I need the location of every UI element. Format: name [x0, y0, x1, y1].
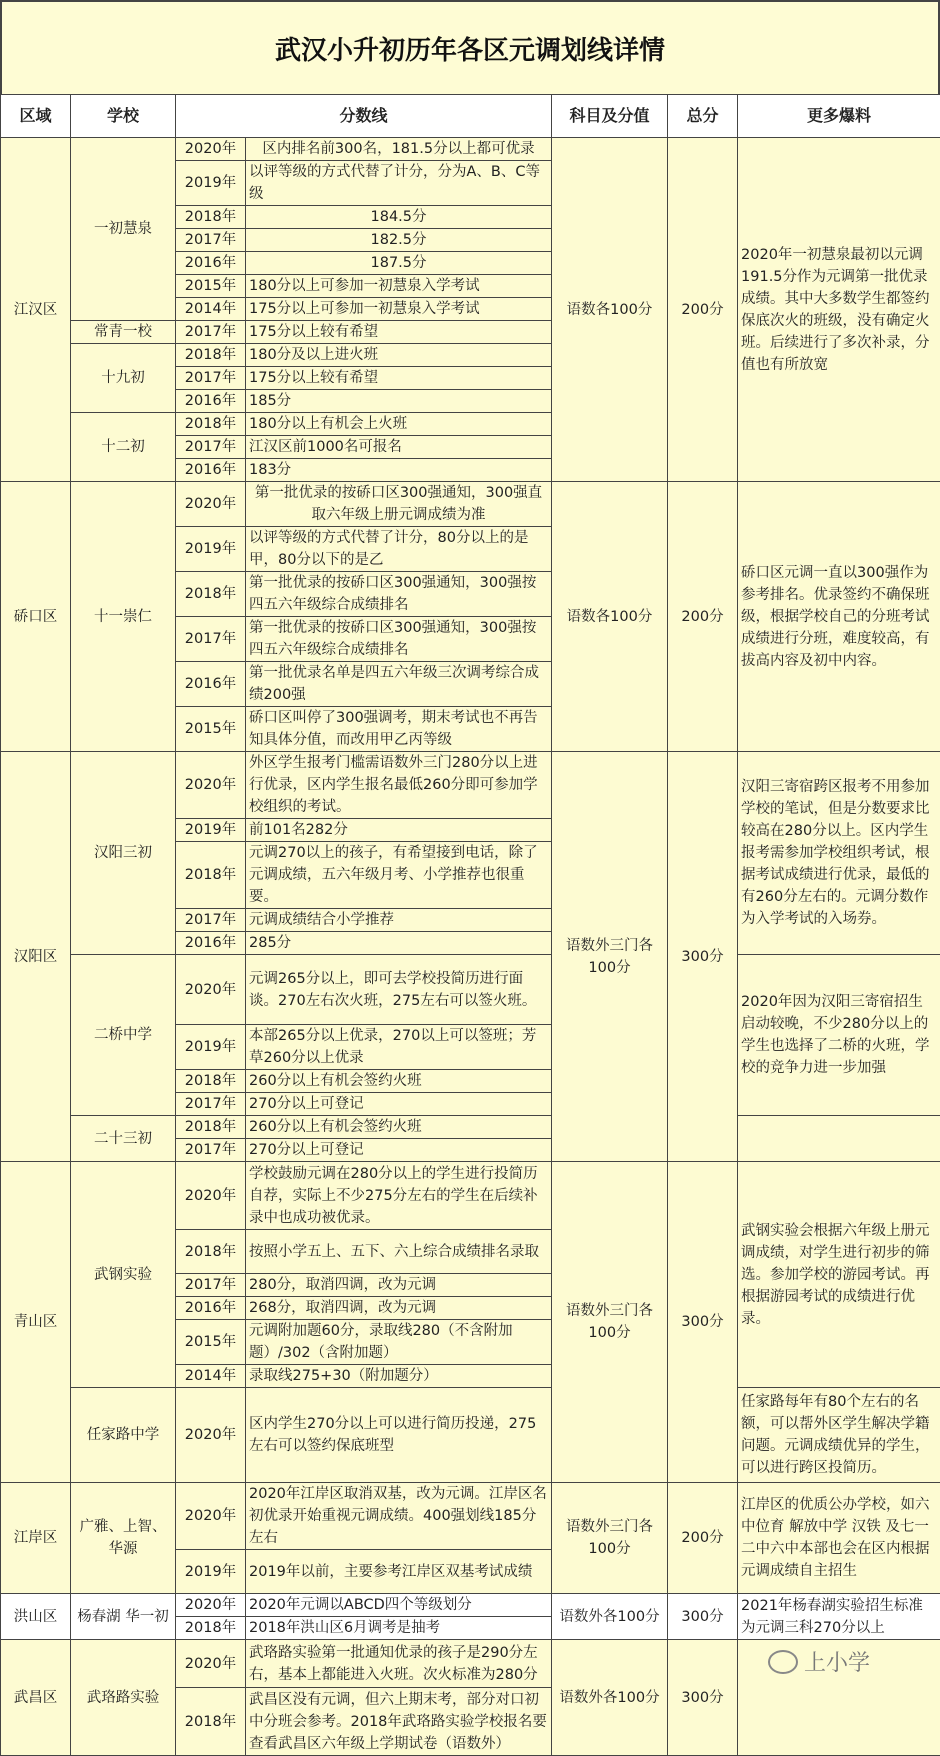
year-cell: 2020年: [176, 138, 246, 161]
year-cell: 2016年: [176, 932, 246, 955]
more-info-cell: 硚口区元调一直以300强作为参考排名。优录签约不确保班级，根据学校自己的分班考试成绩进行分班，难度较高，有拔高内容及初中内容。: [738, 482, 940, 752]
score-line-cell: 本部265分以上优录，270以上可以签班；芳草260分以上优录: [246, 1025, 552, 1070]
year-cell: 2015年: [176, 275, 246, 298]
year-cell: 2014年: [176, 298, 246, 321]
wechat-watermark: [768, 1646, 870, 1677]
score-line-cell: 175分以上较有希望: [246, 367, 552, 390]
year-cell: 2016年: [176, 1297, 246, 1320]
year-cell: 2017年: [176, 1274, 246, 1297]
year-cell: 2017年: [176, 1093, 246, 1116]
score-line-cell: 以评等级的方式代替了计分，分为A、B、C等级: [246, 161, 552, 206]
score-line-cell: 270分以上可登记: [246, 1139, 552, 1162]
more-info-cell: 2021年杨春湖实验招生标准为元调三科270分以上: [738, 1594, 940, 1640]
score-line-cell: 2020年元调以ABCD四个等级划分: [246, 1594, 552, 1617]
header-subject: 科目及分值: [552, 95, 668, 138]
score-table: [0, 94, 940, 1756]
district-cell: 汉阳区: [1, 752, 71, 1162]
subject-cell: 语数外各100分: [552, 1594, 668, 1640]
year-cell: 2016年: [176, 459, 246, 482]
school-cell: 十二初: [71, 413, 176, 482]
school-cell: 广雅、上智、华源: [71, 1483, 176, 1594]
year-cell: 2020年: [176, 955, 246, 1025]
school-cell: 任家路中学: [71, 1388, 176, 1483]
score-line-cell: 区内学生270分以上可以进行简历投递，275左右可以签约保底班型: [246, 1388, 552, 1483]
score-line-cell: 2020年江岸区取消双基，改为元调。江岸区名初优录开始重视元调成绩。400强划线185分左右: [246, 1483, 552, 1550]
year-cell: 2020年: [176, 482, 246, 527]
year-cell: 2017年: [176, 909, 246, 932]
table-body: [1, 138, 940, 1756]
year-cell: 2020年: [176, 752, 246, 819]
subject-cell: 语数外三门各100分: [552, 1162, 668, 1483]
score-line-cell: 187.5分: [246, 252, 552, 275]
table-row: [1, 752, 940, 819]
wechat-icon: [768, 1650, 798, 1674]
score-line-cell: 区内排名前300名，181.5分以上都可优录: [246, 138, 552, 161]
score-line-cell: 184.5分: [246, 206, 552, 229]
year-cell: 2016年: [176, 662, 246, 707]
header-score-line: 分数线: [176, 95, 552, 138]
watermark-text: 上小学: [804, 1646, 870, 1677]
more-info-cell: 2020年一初慧泉最初以元调191.5分作为元调第一批优录成绩。其中大多数学生都签约保底次火的班级，没有确定火班。后续进行了多次补录，分值也有所放宽: [738, 138, 940, 482]
school-cell: 汉阳三初: [71, 752, 176, 955]
score-line-cell: 按照小学五上、五下、六上综合成绩排名录取: [246, 1230, 552, 1274]
more-info-cell: 2020年因为汉阳三寄宿招生启动较晚，不少280分以上的学生也选择了二桥的火班，学校的竞争力进一步加强: [738, 955, 940, 1116]
score-line-cell: 180分及以上进火班: [246, 344, 552, 367]
score-line-cell: 280分，取消四调，改为元调: [246, 1274, 552, 1297]
district-cell: 洪山区: [1, 1594, 71, 1640]
school-cell: 十一崇仁: [71, 482, 176, 752]
year-cell: 2014年: [176, 1365, 246, 1388]
score-line-cell: 2018年洪山区6月调考是抽考: [246, 1617, 552, 1640]
year-cell: 2018年: [176, 1617, 246, 1640]
school-cell: 常青一校: [71, 321, 176, 344]
year-cell: 2020年: [176, 1483, 246, 1550]
year-cell: 2018年: [176, 413, 246, 436]
more-info-cell: 武钢实验会根据六年级上册元调成绩，对学生进行初步的筛选。参加学校的游园考试。再根据游园考试的成绩进行优录。: [738, 1162, 940, 1388]
score-line-cell: 第一批优录的按硚口区300强通知，300强按四五六年级综合成绩排名: [246, 617, 552, 662]
table-row: [1, 1116, 940, 1139]
score-line-cell: 江汉区前1000名可报名: [246, 436, 552, 459]
score-line-cell: 第一批优录的按硚口区300强通知，300强直取六年级上册元调成绩为准: [246, 482, 552, 527]
header-total: 总分: [668, 95, 738, 138]
year-cell: 2018年: [176, 206, 246, 229]
school-cell: 武钢实验: [71, 1162, 176, 1388]
score-line-cell: 180分以上可参加一初慧泉入学考试: [246, 275, 552, 298]
year-cell: 2019年: [176, 1550, 246, 1594]
page-title: 武汉小升初历年各区元调划线详情: [0, 0, 940, 94]
year-cell: 2018年: [176, 1070, 246, 1093]
year-cell: 2015年: [176, 1320, 246, 1365]
table-row: [1, 1594, 940, 1617]
score-line-cell: 270分以上可登记: [246, 1093, 552, 1116]
score-line-cell: 学校鼓励元调在280分以上的学生进行投简历自荐，实际上不少275分左右的学生在后续补录中也成功被优录。: [246, 1162, 552, 1230]
more-info-cell: 江岸区的优质公办学校，如六中位育 解放中学 汉铁 及七一二中六中本部也会在区内根据元调成绩自主招生: [738, 1483, 940, 1594]
table-row: [1, 955, 940, 1025]
score-line-cell: 武昌区没有元调，但六上期末考，部分对口初中分班会参考。2018年武珞路实验学校报名要查看武昌区六年级上学期试卷（语数外）: [246, 1688, 552, 1756]
table-row: [1, 1388, 940, 1483]
year-cell: 2019年: [176, 819, 246, 842]
table-row: [1, 482, 940, 527]
score-line-cell: 185分: [246, 390, 552, 413]
year-cell: 2019年: [176, 1025, 246, 1070]
school-cell: 十九初: [71, 344, 176, 413]
header-school: 学校: [71, 95, 176, 138]
school-cell: 一初慧泉: [71, 138, 176, 321]
school-cell: 武珞路实验: [71, 1640, 176, 1756]
year-cell: 2018年: [176, 572, 246, 617]
total-score-cell: 300分: [668, 1640, 738, 1756]
year-cell: 2020年: [176, 1640, 246, 1688]
district-cell: 武昌区: [1, 1640, 71, 1756]
total-score-cell: 200分: [668, 1483, 738, 1594]
score-line-cell: 元调270以上的孩子，有希望接到电话，除了元调成绩，五六年级月考、小学推荐也很重要。: [246, 842, 552, 909]
header-more-info: 更多爆料: [738, 95, 940, 138]
subject-cell: 语数外三门各100分: [552, 1483, 668, 1594]
school-cell: 二桥中学: [71, 955, 176, 1116]
year-cell: 2020年: [176, 1162, 246, 1230]
score-line-cell: 以评等级的方式代替了计分，80分以上的是甲，80分以下的是乙: [246, 527, 552, 572]
year-cell: 2017年: [176, 229, 246, 252]
more-info-cell: 任家路每年有80个左右的名额，可以帮外区学生解决学籍问题。元调成绩优异的学生，可以进行跨区投简历。: [738, 1388, 940, 1483]
more-info-cell: 汉阳三寄宿跨区报考不用参加学校的笔试，但是分数要求比较高在280分以上。区内学生报考需参加学校组织考试，根据考试成绩进行优录，最低的有260分左右的。元调分数作为入学考试的入场券。: [738, 752, 940, 955]
score-line-cell: 175分以上可参加一初慧泉入学考试: [246, 298, 552, 321]
district-cell: 硚口区: [1, 482, 71, 752]
year-cell: 2019年: [176, 527, 246, 572]
year-cell: 2016年: [176, 390, 246, 413]
score-line-cell: 180分以上有机会上火班: [246, 413, 552, 436]
score-line-cell: 183分: [246, 459, 552, 482]
subject-cell: 语数各100分: [552, 482, 668, 752]
more-info-cell: [738, 1116, 940, 1162]
year-cell: 2015年: [176, 707, 246, 752]
subject-cell: 语数外三门各100分: [552, 752, 668, 1162]
year-cell: 2019年: [176, 161, 246, 206]
year-cell: 2018年: [176, 842, 246, 909]
score-line-cell: 录取线275+30（附加题分）: [246, 1365, 552, 1388]
year-cell: 2017年: [176, 617, 246, 662]
score-line-cell: 285分: [246, 932, 552, 955]
year-cell: 2017年: [176, 1139, 246, 1162]
score-line-cell: 硚口区叫停了300强调考，期末考试也不再告知具体分值，而改用甲乙丙等级: [246, 707, 552, 752]
table-row: [1, 138, 940, 161]
total-score-cell: 200分: [668, 138, 738, 482]
score-line-cell: 第一批优录的按硚口区300强通知，300强按四五六年级综合成绩排名: [246, 572, 552, 617]
year-cell: 2017年: [176, 436, 246, 459]
score-line-cell: 260分以上有机会签约火班: [246, 1116, 552, 1139]
total-score-cell: 300分: [668, 1162, 738, 1483]
score-line-cell: 2019年以前，主要参考江岸区双基考试成绩: [246, 1550, 552, 1594]
year-cell: 2018年: [176, 344, 246, 367]
table-row: [1, 1162, 940, 1230]
score-line-cell: 武珞路实验第一批通知优录的孩子是290分左右，基本上都能进入火班。次火标准为280分: [246, 1640, 552, 1688]
score-line-cell: 元调265分以上，即可去学校投简历进行面谈。270左右次火班，275左右可以签火班。: [246, 955, 552, 1025]
score-line-cell: 175分以上较有希望: [246, 321, 552, 344]
score-line-cell: 268分，取消四调，改为元调: [246, 1297, 552, 1320]
subject-cell: 语数外各100分: [552, 1640, 668, 1756]
year-cell: 2018年: [176, 1688, 246, 1756]
score-line-cell: 182.5分: [246, 229, 552, 252]
year-cell: 2017年: [176, 321, 246, 344]
district-cell: 江汉区: [1, 138, 71, 482]
total-score-cell: 200分: [668, 482, 738, 752]
year-cell: 2020年: [176, 1388, 246, 1483]
header-district: 区域: [1, 95, 71, 138]
year-cell: 2018年: [176, 1116, 246, 1139]
score-line-cell: 元调附加题60分，录取线280（不含附加题）/302（含附加题）: [246, 1320, 552, 1365]
score-line-cell: 第一批优录名单是四五六年级三次调考综合成绩200强: [246, 662, 552, 707]
table-row: [1, 1483, 940, 1550]
score-line-cell: 260分以上有机会签约火班: [246, 1070, 552, 1093]
total-score-cell: 300分: [668, 752, 738, 1162]
school-cell: 二十三初: [71, 1116, 176, 1162]
header-row: [1, 95, 940, 138]
district-cell: 江岸区: [1, 1483, 71, 1594]
score-line-cell: 外区学生报考门槛需语数外三门280分以上进行优录，区内学生报名最低260分即可参加学校组织的考试。: [246, 752, 552, 819]
school-cell: 杨春湖 华一初: [71, 1594, 176, 1640]
subject-cell: 语数各100分: [552, 138, 668, 482]
score-line-cell: 前101名282分: [246, 819, 552, 842]
score-line-cell: 元调成绩结合小学推荐: [246, 909, 552, 932]
district-cell: 青山区: [1, 1162, 71, 1483]
year-cell: 2016年: [176, 252, 246, 275]
total-score-cell: 300分: [668, 1594, 738, 1640]
year-cell: 2017年: [176, 367, 246, 390]
year-cell: 2020年: [176, 1594, 246, 1617]
year-cell: 2018年: [176, 1230, 246, 1274]
